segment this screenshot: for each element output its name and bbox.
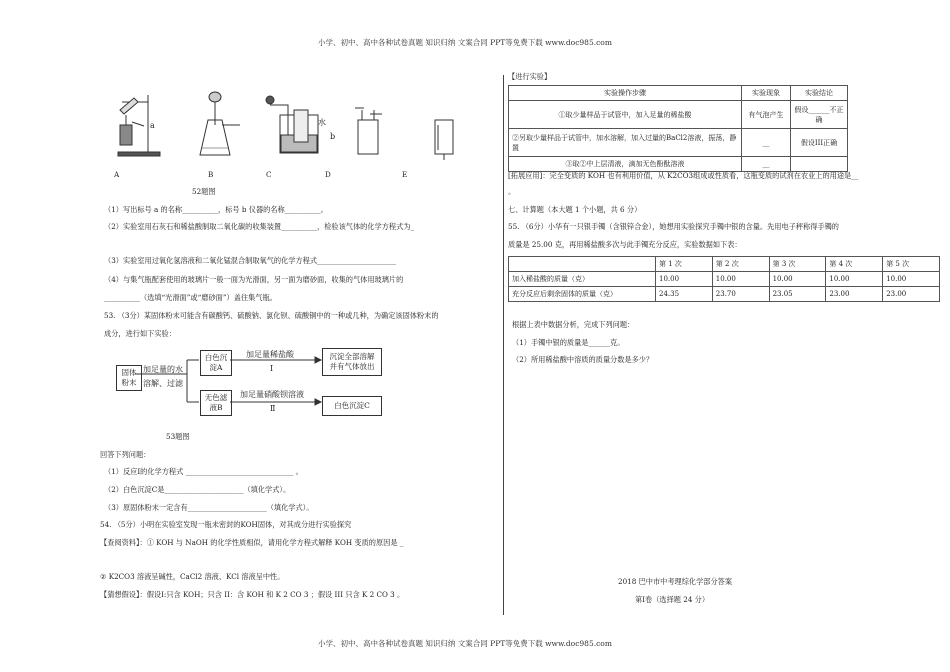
application-line: [拓展应用]：完全变质的 KOH 也有利用价值，从 K2CO3组成或性质看，这瓶变质的试剂在农业上的用途是__ (508, 171, 859, 180)
q53-text: 53. （3分）某固体粉末可能含有碳酸钙、硫酸钠、氯化钡、硫酸铜中的一种或几种，为确定该固体粉末的 (104, 311, 439, 320)
table-cell: 10.00 (656, 272, 713, 287)
answer-title: 2018 巴中市中考理综化学部分答案 (618, 577, 733, 586)
table-cell: 23.05 (769, 287, 826, 302)
table-row (509, 86, 848, 101)
table-row (509, 101, 848, 129)
page-footer: 小学、初中、高中各种试卷真题 知识归纳 文案合同 PPT等免费下载 www.doc985.com (318, 639, 612, 648)
table-cell: 23.00 (883, 287, 940, 302)
flow-box-a: 白色沉淀A (200, 350, 232, 376)
table-row (509, 287, 940, 302)
apparatus-label-a: A (114, 170, 120, 179)
application-line-end: 。 (508, 187, 516, 196)
flow-step1-line2: 溶解、过滤 (143, 379, 183, 388)
exp-title: 【进行实验】 (508, 72, 552, 81)
table-header: 实验现象 (742, 86, 791, 101)
flow-op1: 加足量稀盐酸 (246, 350, 294, 359)
table-row (509, 157, 848, 172)
data-table (508, 256, 940, 302)
q52-4b: __________（选填“光滑面”或“磨砂面”）盖住集气瓶。 (104, 293, 277, 302)
flow-op1-num: Ⅰ (270, 364, 274, 373)
flow-op2: 加足量硝酸钡溶液 (240, 390, 304, 399)
apparatus-d-icon (355, 108, 382, 154)
q52-2: （2）实验室用石灰石和稀盐酸制取二氧化碳的收集装置__________，检验该气体的化学方程式为_ (104, 222, 415, 231)
table-cell: ③取②中上层清液，滴加无色酚酞溶液 (509, 157, 742, 172)
table-cell: __ (742, 129, 791, 157)
table-cell: 有气泡产生 (742, 101, 791, 129)
answer-subtitle: 第Ⅰ卷（选择题 24 分） (635, 595, 710, 604)
q55-2: （2）所用稀盐酸中溶质的质量分数是多少？ (512, 355, 654, 364)
apparatus-e-icon (435, 120, 453, 160)
section7-title: 七、计算题（本大题 1 个小题，共 6 分） (508, 205, 642, 214)
fig53-caption: 53题图 (166, 432, 190, 441)
table-header (509, 257, 656, 272)
q52-3: （3）实验室用过氧化氢溶液和二氧化锰混合制取氧气的化学方程式______________________ (104, 256, 397, 265)
flow-box-b: 无色滤液B (200, 390, 232, 416)
table-cell (791, 157, 848, 172)
table-cell: 10.00 (769, 272, 826, 287)
table-cell: 10.00 (883, 272, 940, 287)
q54-hypothesis: 【猜想假设】：假设Ⅰ:只含 KOH；只含 II：含 KOH 和 K 2 CO 3 ；假设 III 只含 K 2 CO 3 。 (100, 590, 405, 599)
table-header: 实验操作步骤 (509, 86, 742, 101)
table-cell: 10.00 (712, 272, 769, 287)
flow-start-box: 固体粉末 (116, 365, 142, 391)
table-cell: 充分反应后剩余固体的质量（克） (509, 287, 656, 302)
table-row (509, 272, 940, 287)
apparatus-label-b: B (208, 170, 214, 179)
table-row (509, 129, 848, 157)
label-water: 水 (318, 118, 326, 127)
apparatus-label-e: E (402, 170, 408, 179)
table-cell: 假设III正确 (791, 129, 848, 157)
page-header: 小学、初中、高中各种试卷真题 知识归纳 文案合同 PPT等免费下载 www.doc985.com (318, 38, 612, 47)
q53-1: （1）反应Ⅰ的化学方程式 ______________________________ 。 (104, 467, 303, 476)
apparatus-label-c: C (266, 170, 272, 179)
table-header: 第 1 次 (656, 257, 713, 272)
apparatus-label-d: D (325, 170, 331, 179)
table-cell: 23.70 (712, 287, 769, 302)
q53-3: （3）原固体粉末一定含有______________________（填化学式）。 (104, 503, 314, 512)
table-header: 第 5 次 (883, 257, 940, 272)
table-cell: 假设______不正确 (791, 101, 848, 129)
table-cell: 加入稀盐酸的质量（克） (509, 272, 656, 287)
table-header: 实验结论 (791, 86, 848, 101)
table-header: 第 3 次 (769, 257, 826, 272)
table-cell: ①取少量样品于试管中，加入足量的稀盐酸 (509, 101, 742, 129)
q52-4a: （4）与集气瓶配套使用的玻璃片一般一面为光滑面，另一面为磨砂面，收集的气体用玻璃片的 (104, 275, 404, 284)
table-cell: 24.35 (656, 287, 713, 302)
table-header: 第 2 次 (712, 257, 769, 272)
apparatus-figure (100, 80, 500, 170)
column-divider (503, 75, 504, 615)
apparatus-c-icon (266, 96, 318, 153)
answer-intro: 回答下列问题： (100, 450, 151, 459)
q54-ref2: ② K2CO3 溶液呈碱性，CaCl2 溶液、KCl 溶液呈中性。 (100, 572, 285, 581)
fig52-caption: 52题图 (192, 187, 216, 196)
q55-intro: 根据上表中数据分析，完成下列问题： (512, 320, 635, 329)
table-cell: __ (742, 157, 791, 172)
table-cell: 10.00 (826, 272, 883, 287)
experiment-table (508, 85, 848, 172)
apparatus-b-icon (200, 92, 240, 155)
label-b: b (330, 132, 336, 141)
label-a: a (150, 121, 155, 130)
q53-text-cont: 成分，进行如下实验： (104, 329, 176, 338)
q52-1: （1）写出标号 a 的名称__________，标号 b 仪器的名称__________。 (104, 205, 328, 214)
q55-1: （1）手镯中银的质量是______克。 (512, 338, 625, 347)
flow-op2-num: Ⅱ (270, 404, 276, 413)
q54-intro: 54. （5分）小明在实验室发现一瓶未密封的KOH固体，对其成分进行实验探究 (100, 520, 352, 529)
q53-2: （2）白色沉淀C是______________________（填化学式）。 (104, 485, 291, 494)
flow-result2-box: 白色沉淀C (322, 396, 382, 416)
flow-step1-line1: 加足量的水 (143, 365, 183, 374)
q55-text: 55. （6分）小华有一只银手镯（含银锌合金），她想用实验探究手镯中银的含量。先用电子秤称得手镯的 (508, 222, 839, 231)
table-row (509, 257, 940, 272)
flow-result1-box: 沉淀全部溶解 并有气体放出 (322, 348, 382, 376)
table-header: 第 4 次 (826, 257, 883, 272)
q54-ref: 【查阅资料】：① KOH 与 NaOH 的化学性质相似，请用化学方程式解释 KOH 变质的原因是 _ (100, 538, 404, 547)
q55-text-cont: 质量是 25.00 克，再用稀盐酸多次与此手镯充分反应，实验数据如下表： (508, 240, 742, 249)
table-cell: 23.00 (826, 287, 883, 302)
table-cell: ②另取少量样品于试管中，加水溶解，加入过量的BaCl2溶液，振荡，静置 (509, 129, 742, 157)
